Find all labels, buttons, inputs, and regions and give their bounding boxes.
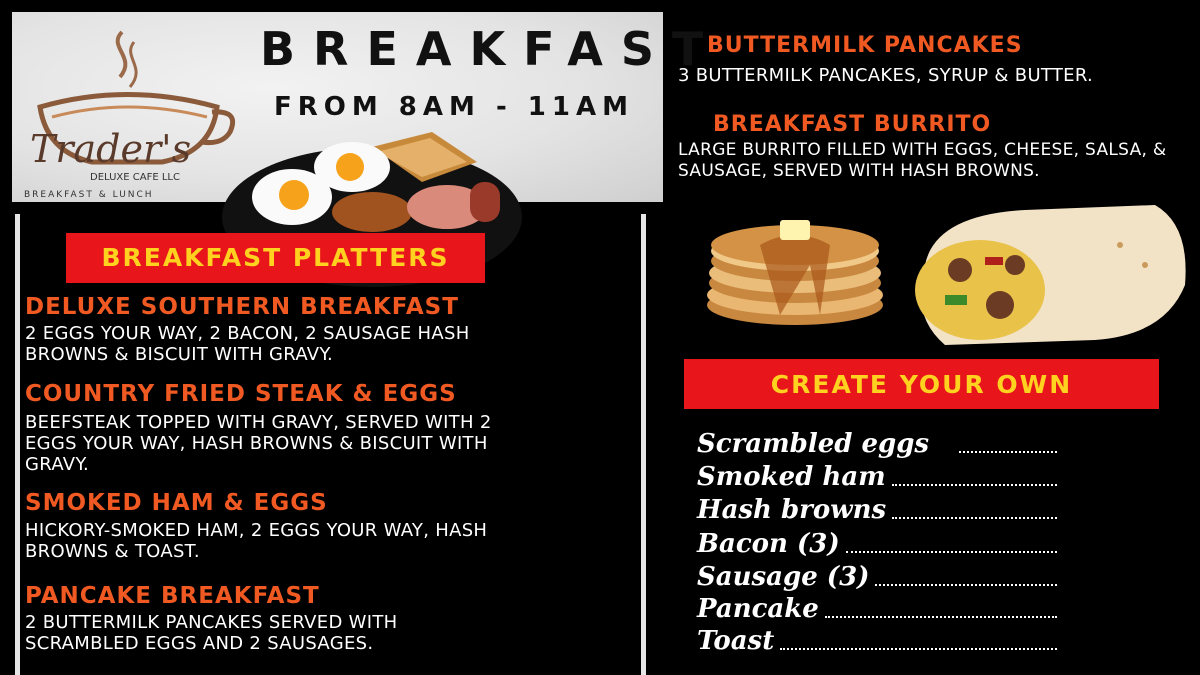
list-item-label: Sausage (3) (697, 562, 870, 592)
logo-tagline-text: BREAKFAST & LUNCH (24, 190, 154, 200)
list-item (697, 427, 1057, 459)
logo-script-text: Trader's (30, 127, 192, 171)
list-item (697, 493, 1057, 525)
platter-name: DELUXE SOUTHERN BREAKFAST (25, 294, 459, 320)
platter-desc: 2 BUTTERMILK PANCAKES SERVED WITH SCRAMBLED EGGS AND 2 SAUSAGES. (25, 612, 398, 654)
platter-name: PANCAKE BREAKFAST (25, 583, 320, 609)
list-item-label: Pancake (697, 594, 819, 624)
pancakes-desc: 3 BUTTERMILK PANCAKES, SYRUP & BUTTER. (678, 65, 1094, 86)
list-item-label: Smoked ham (697, 462, 886, 492)
platter-desc: HICKORY-SMOKED HAM, 2 EGGS YOUR WAY, HASH BROWNS & TOAST. (25, 520, 488, 562)
platters-heading: BREAKFAST PLATTERS (66, 233, 485, 283)
burrito-name: BREAKFAST BURRITO (713, 112, 992, 137)
center-divider (641, 214, 646, 675)
page-title: BREAKFAST (260, 22, 722, 76)
pancakes-name: BUTTERMILK PANCAKES (707, 33, 1023, 58)
hours-text: FROM 8AM - 11AM (274, 92, 634, 122)
list-item (697, 460, 1057, 492)
list-item (697, 592, 1057, 624)
platter-name: SMOKED HAM & EGGS (25, 490, 328, 516)
left-divider (15, 214, 20, 675)
list-item-label: Bacon (3) (697, 529, 840, 559)
platter-desc: 2 EGGS YOUR WAY, 2 BACON, 2 SAUSAGE HASH BROWNS & BISCUIT WITH GRAVY. (25, 323, 470, 365)
burrito-desc: LARGE BURRITO FILLED WITH EGGS, CHEESE, SALSA, & SAUSAGE, SERVED WITH HASH BROWNS. (678, 140, 1167, 181)
list-item-label: Scrambled eggs (697, 429, 930, 459)
cafe-logo (12, 12, 242, 202)
create-your-own-heading: CREATE YOUR OWN (684, 359, 1159, 409)
header-banner (12, 12, 722, 202)
list-item-label: Toast (697, 626, 775, 656)
logo-sub-text: DELUXE CAFE LLC (90, 172, 180, 183)
list-item (697, 527, 1057, 559)
pancakes-image (700, 205, 890, 340)
burrito-image (905, 195, 1195, 345)
platter-desc: BEEFSTEAK TOPPED WITH GRAVY, SERVED WITH 2 EGGS YOUR WAY, HASH BROWNS & BISCUIT WITH GRAVY. (25, 412, 492, 475)
platter-name: COUNTRY FRIED STEAK & EGGS (25, 381, 457, 407)
list-item-label: Hash browns (697, 495, 887, 525)
breakfast-plate-image (222, 122, 522, 222)
list-item (697, 624, 1057, 656)
list-item (697, 560, 1057, 592)
